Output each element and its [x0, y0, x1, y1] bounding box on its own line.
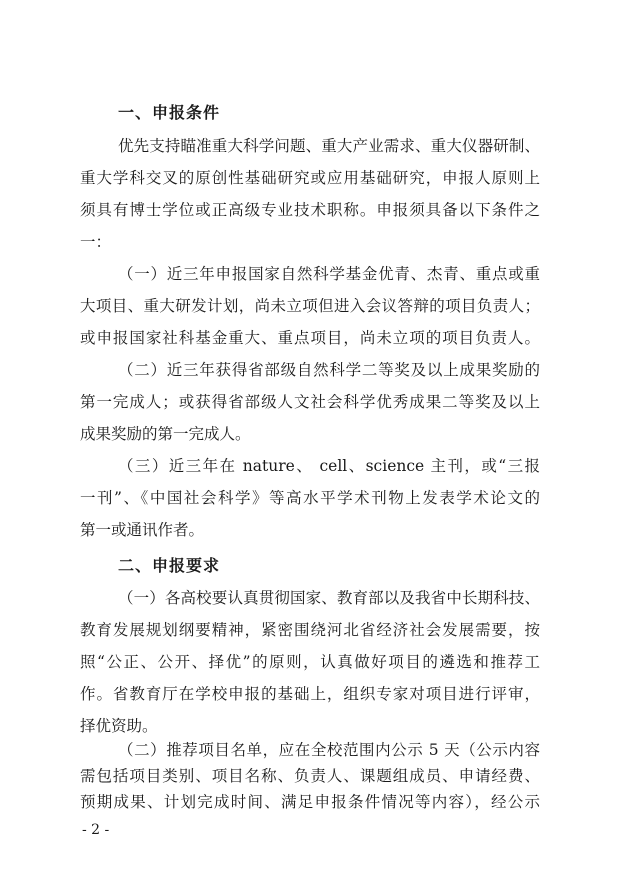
paragraph-line: 一： — [80, 233, 112, 251]
page-number: - 2 - — [82, 822, 110, 838]
section-heading-conditions: 一、申报条件 — [118, 103, 221, 122]
paragraph-line: 择优资助。 — [80, 717, 158, 735]
paragraph-line: 第一完成人；或获得省部级人文社会科学优秀成果二等奖及以上 — [80, 393, 540, 411]
paragraph-line: 成果奖励的第一完成人。 — [80, 425, 251, 443]
paragraph-line: （一）各高校要认真贯彻国家、教育部以及我省中长期科技、 — [118, 589, 540, 607]
paragraph-line: 重大学科交叉的原创性基础研究或应用基础研究，申报人原则上 — [80, 169, 540, 187]
paragraph-line: 须具有博士学位或正高级专业技术职称。申报须具备以下条件之 — [80, 201, 540, 219]
paragraph-line: （一）近三年申报国家自然科学基金优青、杰青、重点或重 — [118, 265, 540, 283]
paragraph-line: 预期成果、计划完成时间、满足申报条件情况等内容），经公示 — [80, 793, 540, 811]
paragraph-line: 作。省教育厅在学校申报的基础上，组织专家对项目进行评审， — [80, 685, 540, 703]
paragraph-line: 或申报国家社科基金重大、重点项目，尚未立项的项目负责人。 — [80, 329, 540, 347]
paragraph-line: （二）近三年获得省部级自然科学二等奖及以上成果奖励的 — [118, 361, 540, 379]
section-heading-requirements: 二、申报要求 — [118, 556, 221, 575]
paragraph-line: 优先支持瞄准重大科学问题、重大产业需求、重大仪器研制、 — [118, 137, 540, 155]
paragraph-line: （二）推荐项目名单，应在全校范围内公示 5 天（公示内容 — [118, 741, 540, 759]
paragraph-line: 需包括项目类别、项目名称、负责人、课题组成员、申请经费、 — [80, 767, 540, 785]
paragraph-line: 教育发展规划纲要精神，紧密围绕河北省经济社会发展需要，按 — [80, 621, 540, 639]
paragraph-line: 大项目、重大研发计划，尚未立项但进入会议答辩的项目负责人； — [80, 297, 540, 315]
paragraph-line: （三）近三年在 nature、 cell、science 主刊，或“三报 — [118, 457, 540, 475]
paragraph-line: 照“公正、公开、择优”的原则，认真做好项目的遴选和推荐工 — [80, 653, 540, 671]
paragraph-line: 第一或通讯作者。 — [80, 521, 205, 539]
paragraph-line: 一刊”、《中国社会科学》等高水平学术刊物上发表学术论文的 — [80, 489, 540, 507]
